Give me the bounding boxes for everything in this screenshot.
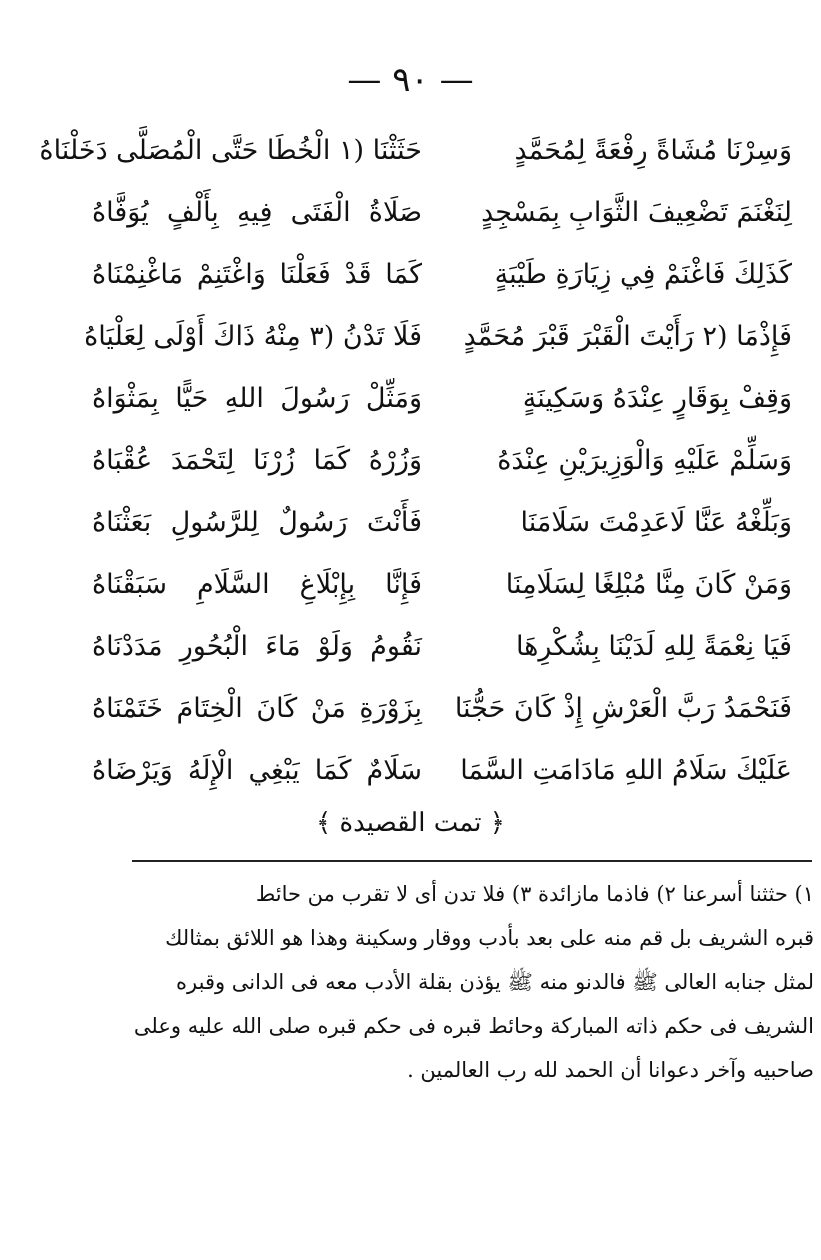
verse-row (92, 740, 792, 802)
verse-second-hemistich: فَلَا تَدْنُ (٣ مِنْهُ ذَاكَ أَوْلَى لِعَلْيَاهُ (84, 321, 422, 353)
footnotes (130, 872, 814, 1092)
footnote-line: لمثل جنابه العالى ﷺ فالدنو منه ﷺ يؤذن بقلة الأدب معه فى الدانى وقبره (176, 970, 814, 994)
verse-second-hemistich: سَلَامٌ كَمَا يَبْغِي الْإِلَهُ وَيَرْضَاهُ (92, 755, 422, 787)
verse-second-hemistich: بِزَوْرَةِ مَنْ كَانَ الْخِتَامَ خَتَمْنَاهُ (92, 693, 422, 725)
verse-first-hemistich: وَمَنْ كَانَ مِنَّا مُبْلِغًا لِسَلَامِنَا (505, 569, 792, 601)
verse-second-hemistich: حَثَثْنَا (١ الْخُطَا حَتَّى الْمُصَلَّى دَخَلْنَاهُ (39, 135, 422, 167)
verse-row (92, 244, 792, 306)
verse-row (92, 492, 792, 554)
verse-first-hemistich: وَسَلِّمْ عَلَيْهِ وَالْوَزِيرَيْنِ عِنْدَهُ (497, 445, 792, 477)
closing-title: ﴿ تمت القصيدة ﴾ (315, 808, 506, 838)
verse-row (92, 182, 792, 244)
verse-row (92, 430, 792, 492)
verse-first-hemistich: وَبَلِّغْهُ عَنَّا لَاعَدِمْتَ سَلَامَنَا (520, 507, 792, 539)
verse-second-hemistich: صَلَاةُ الْفَتَى فِيهِ بِأَلْفٍ يُوَفَّاهُ (92, 197, 422, 229)
verse-first-hemistich: لِنَغْنَمَ تَضْعِيفَ الثَّوَابِ بِمَسْجِدٍ (481, 197, 792, 229)
verse-second-hemistich: وَزُرْهُ كَمَا زُرْنَا لِتَحْمَدَ عُقْبَاهُ (92, 445, 422, 477)
verse-first-hemistich: فَيَا نِعْمَةً لِلهِ لَدَيْنَا بِشُكْرِهَا (515, 631, 792, 663)
verse-first-hemistich: وَقِفْ بِوَقَارٍ عِنْدَهُ وَسَكِينَةٍ (522, 383, 792, 415)
verse-first-hemistich: فَإِذْمَا (٢ رَأَيْتَ الْقَبْرَ قَبْرَ مُحَمَّدٍ (463, 321, 792, 353)
verse-row (92, 616, 792, 678)
verse-row (39, 120, 792, 182)
verse-row (92, 368, 792, 430)
verse-second-hemistich: وَمَثِّلْ رَسُولَ اللهِ حَيًّا بِمَثْوَاهُ (92, 383, 422, 415)
verse-row (84, 306, 792, 368)
poem-verses (39, 120, 792, 802)
footnote-line: الشريف فى حكم ذاته المباركة وحائط قبره فى حكم قبره صلى الله عليه وعلى (133, 1014, 814, 1038)
footnote-line: قبره الشريف بل قم منه على بعد بأدب ووقار وسكينة وهذا هو اللائق بمثالك (165, 926, 814, 950)
verse-second-hemistich: فَأَنْتَ رَسُولٌ لِلرَّسُولِ بَعَثْنَاهُ (92, 507, 422, 539)
footnote-line: صاحبيه وآخر دعوانا أن الحمد لله رب العالمين . (407, 1058, 814, 1082)
verse-row (92, 554, 792, 616)
verse-second-hemistich: كَمَا قَدْ فَعَلْنَا وَاغْتَنِمْ مَاغْنِمْنَاهُ (92, 259, 422, 291)
verse-first-hemistich: كَذَلِكَ فَاغْنَمْ فِي زِيَارَةِ طَيْبَةٍ (494, 259, 792, 291)
verse-first-hemistich: فَنَحْمَدُ رَبَّ الْعَرْشِ إِذْ كَانَ حَجُّنَا (454, 693, 792, 725)
verse-first-hemistich: عَلَيْكَ سَلَامُ اللهِ مَادَامَتِ السَّمَا (460, 755, 792, 787)
page-number: — ٩٠ — (347, 60, 474, 100)
footnote-divider (132, 860, 812, 862)
verse-row (92, 678, 792, 740)
verse-first-hemistich: وَسِرْنَا مُشَاةً رِفْعَةً لِمُحَمَّدٍ (514, 135, 792, 167)
footnote-line: ١) حثثنا أسرعنا ٢) فاذما مازائدة ٣) فلا تدن أى لا تقرب من حائط (255, 882, 814, 906)
verse-second-hemistich: فَإِنَّا بِإِبْلَاغِ السَّلَامِ سَبَقْنَاهُ (92, 569, 422, 601)
verse-second-hemistich: نَقُومُ وَلَوْ مَاءَ الْبُحُورِ مَدَدْنَاهُ (92, 631, 422, 663)
